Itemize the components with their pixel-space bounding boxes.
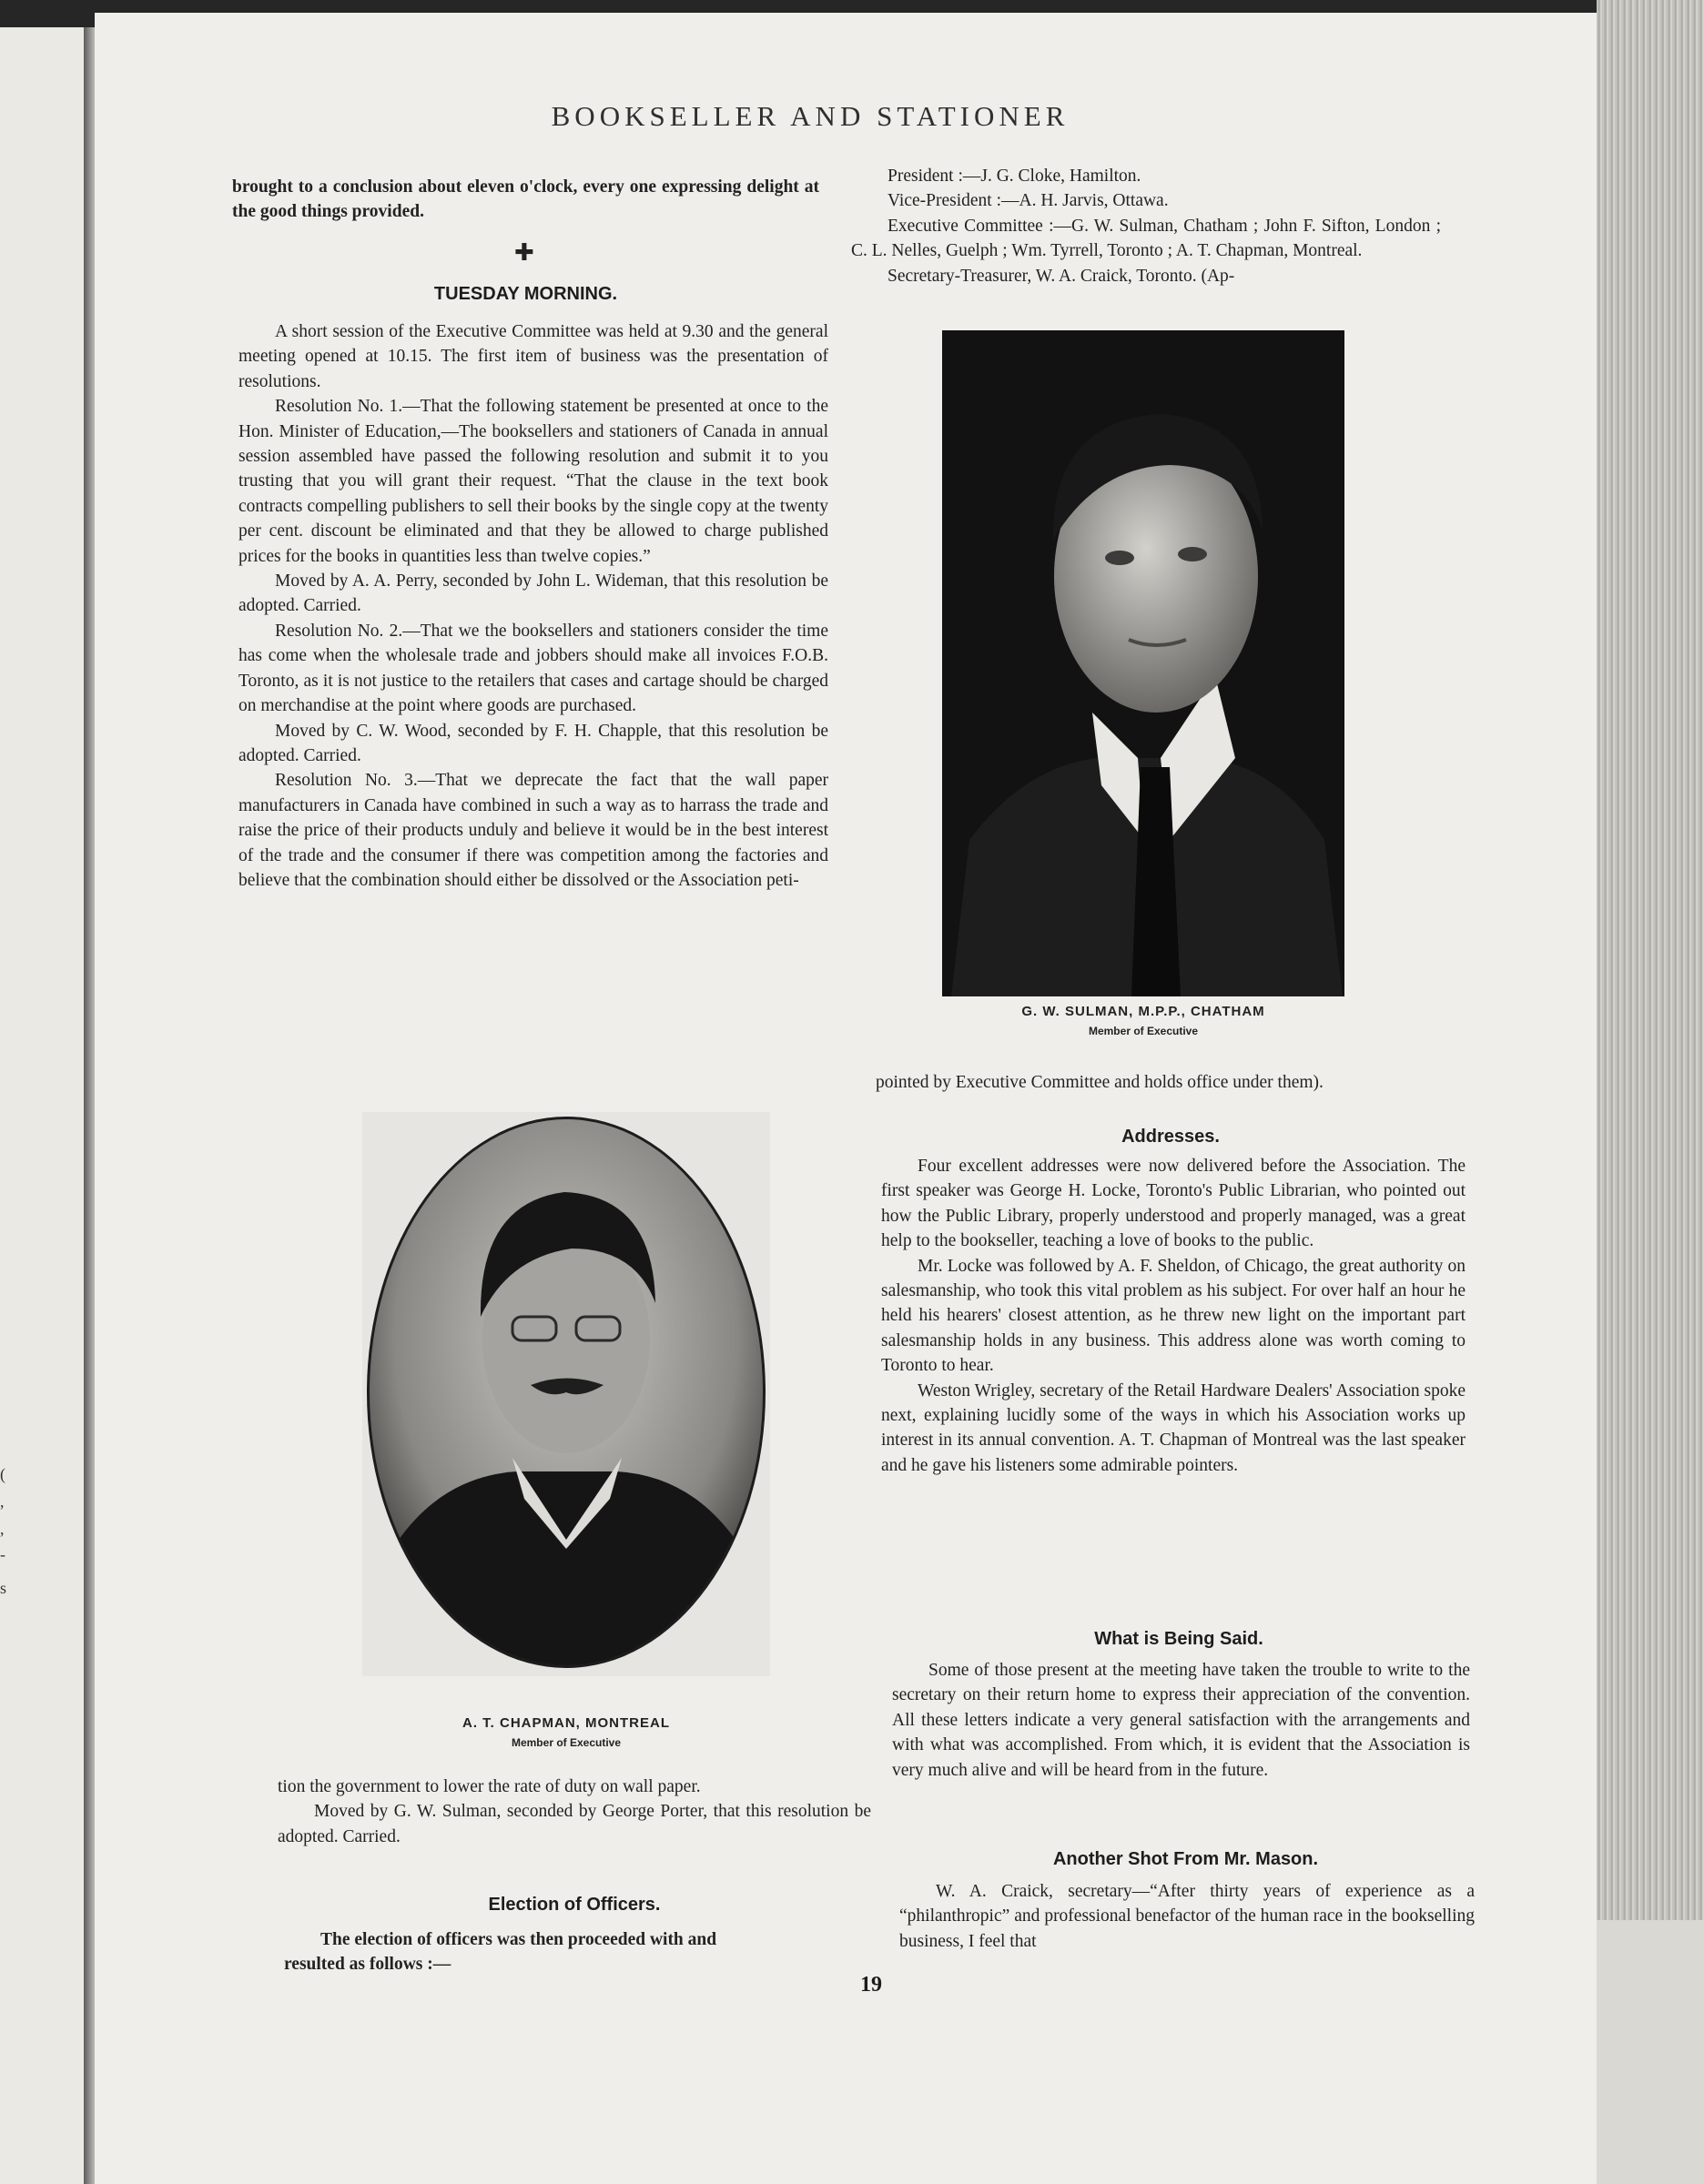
caption-chapman xyxy=(362,1715,770,1749)
caption-name: G. W. SULMAN, M.P.P., CHATHAM xyxy=(1021,1004,1265,1019)
paragraph: Moved by G. W. Sulman, seconded by George Porter, that this resolution be adopted. Carried. xyxy=(278,1802,871,1846)
addresses-text xyxy=(881,1154,1466,1478)
heading-addresses: Addresses. xyxy=(1121,1127,1220,1147)
paragraph: Some of those present at the meeting have taken the trouble to write to the secretary on their return home to express their appreciation of the convention. All these letters indicate a very general satisfaction with the arrangements and with what was accomplished. From which, it is evident that the Association is very much alive and will be heard from in the future. xyxy=(892,1661,1470,1780)
col1-continued xyxy=(278,1774,871,1849)
paragraph: Weston Wrigley, secretary of the Retail Hardware Dealers' Association spoke next, explaining lucidly some of the ways in which his Association works up interest in its annual convention. A. T. Chapman of Montreal was the last speaker and he gave his listeners some admirable pointers. xyxy=(881,1380,1466,1475)
portrait-sulman xyxy=(942,330,1344,996)
officers-list xyxy=(851,164,1441,288)
paragraph: tion the government to lower the rate of duty on wall paper. xyxy=(278,1777,701,1796)
paragraph: Resolution No. 1.—That the following statement be presented at once to the Hon. Minister of Education,—The booksellers and stationers of Canada in annual session assembled have passed the following resolution and submit it to you trusting that you will grant their request. “That the clause in the text book contracts compelling publishers to sell their books by the single copy at the twenty per cent. discount be eliminated and that they be allowed to charge published prices for the books in quantities less than twelve copies.” xyxy=(238,397,828,566)
portrait-frame-sulman xyxy=(942,330,1344,996)
mason-text xyxy=(899,1879,1475,1954)
officer-line: Executive Committee :—G. W. Sulman, Chatham ; John F. Sifton, London ; C. L. Nelles, Guelph ; Wm. Tyrrell, Toronto ; A. T. Chapman, Montreal. xyxy=(851,216,1441,261)
page-stack-edge xyxy=(1597,0,1704,2184)
paragraph: Moved by C. W. Wood, seconded by F. H. Chapple, that this resolution be adopted. Carried. xyxy=(238,721,828,765)
paragraph: The election of officers was then proceeded with and xyxy=(320,1930,717,1949)
page-stack-bottom xyxy=(1597,1920,1704,2184)
officer-line: Vice-President :—A. H. Jarvis, Ottawa. xyxy=(888,191,1169,211)
paragraph: Resolution No. 3.—That we deprecate the fact that the wall paper manufacturers in Canada have combined in such a way as to harrass the trade and raise the price of their products unduly and believe it would be in the best interest of the trade and the consumer if there was competition among the factories and believe that the combination should either be dissolved or the Association peti- xyxy=(238,771,828,890)
heading-election: Election of Officers. xyxy=(488,1895,661,1915)
paragraph: Four excellent addresses were now delivered before the Association. The first speaker was George H. Locke, Toronto's Public Librarian, who pointed out how the Public Library, properly understood and properly managed, was a great help to the bookseller, teaching a love of books to the public. xyxy=(881,1157,1466,1251)
paragraph: Moved by A. A. Perry, seconded by John L. Wideman, that this resolution be adopted. Carried. xyxy=(238,571,828,616)
paragraph: A short session of the Executive Committee was held at 9.30 and the general meeting opened at 10.15. The first item of business was the presentation of resolutions. xyxy=(238,322,828,391)
officer-line: Secretary-Treasurer, W. A. Craick, Toronto. (Ap- xyxy=(888,266,1235,286)
election-text xyxy=(284,1927,871,1977)
col1-intro xyxy=(232,175,819,225)
running-head: BOOKSELLER AND STATIONER xyxy=(551,100,1070,132)
cross-ornament: ✚ xyxy=(514,239,534,266)
margin-mark: s xyxy=(0,1579,7,1597)
binding-gutter xyxy=(84,27,95,2184)
margin-mark: - xyxy=(0,1545,5,1563)
margin-mark: ( xyxy=(0,1465,5,1483)
paragraph: Resolution No. 2.—That we the booksellers and stationers consider the time has come when the wholesale trade and jobbers should make all invoices F.O.B. Toronto, as it is not justice to the retailers that cases and cartage should be charged on merchandise at the point where goods are purchased. xyxy=(238,621,828,716)
heading-what-is-being-said: What is Being Said. xyxy=(1094,1629,1263,1649)
officer-line: President :—J. G. Cloke, Hamilton. xyxy=(888,167,1141,186)
page-number: 19 xyxy=(860,1973,882,1997)
margin-mark: , xyxy=(0,1492,5,1511)
portrait-chapman xyxy=(362,1112,770,1676)
caption-sulman xyxy=(942,1004,1344,1037)
paragraph: resulted as follows :— xyxy=(284,1955,451,1975)
col1-resolutions xyxy=(238,319,828,893)
margin-mark: , xyxy=(0,1520,5,1538)
heading-mason: Another Shot From Mr. Mason. xyxy=(1052,1849,1319,1869)
heading-tuesday-morning: TUESDAY MORNING. xyxy=(433,284,618,304)
portrait-frame-chapman xyxy=(362,1112,770,1676)
paragraph: W. A. Craick, secretary—“After thirty years of experience as a “philanthropic” and professional benefactor of the human race in the bookselling business, I feel that xyxy=(899,1882,1475,1951)
said-text xyxy=(892,1658,1470,1783)
left-page-edge xyxy=(0,27,84,2184)
paragraph: pointed by Executive Committee and holds office under them). xyxy=(876,1073,1324,1092)
caption-role: Member of Executive xyxy=(511,1736,622,1749)
caption-name: A. T. CHAPMAN, MONTREAL xyxy=(462,1715,670,1731)
paragraph: brought to a conclusion about eleven o'clock, every one expressing delight at the good things provided. xyxy=(232,177,819,222)
caption-role: Member of Executive xyxy=(1088,1025,1199,1037)
col2-appointment xyxy=(876,1070,1466,1095)
paragraph: Mr. Locke was followed by A. F. Sheldon, of Chicago, the great authority on salesmanship, who took this vital problem as his subject. For over half an hour he held his hearers' closest attention, as he threw new light on the important part salesmanship holds in any business. This address alone was worth coming to Toronto to hear. xyxy=(881,1256,1466,1376)
